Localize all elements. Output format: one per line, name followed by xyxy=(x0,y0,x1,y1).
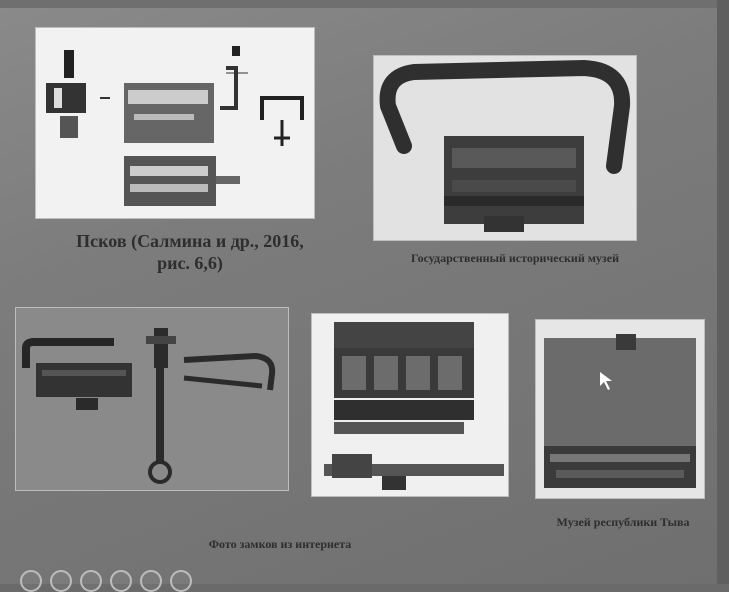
top-edge xyxy=(0,0,729,8)
pen-icon[interactable] xyxy=(80,570,102,592)
tuva-caption: Музей республики Тыва xyxy=(556,515,690,529)
right-edge xyxy=(717,0,729,584)
pskov-lock-drawing xyxy=(36,28,314,218)
internet-decorated-lock-photo xyxy=(312,314,508,496)
forward-icon[interactable] xyxy=(50,570,72,592)
back-icon[interactable] xyxy=(20,570,42,592)
internet-caption: Фото замков из интернета xyxy=(208,537,352,551)
pskov-caption: Псков (Салмина и др., 2016, рис. 6,6) xyxy=(76,231,304,273)
museum-padlock-photo xyxy=(374,56,636,240)
zoom-icon[interactable] xyxy=(140,570,162,592)
menu-icon[interactable] xyxy=(110,570,132,592)
more-icon[interactable] xyxy=(170,570,192,592)
presentation-controls xyxy=(0,566,729,584)
internet-lock-parts-photo xyxy=(16,308,288,490)
museum-caption: Государственный исторический музей xyxy=(411,251,619,265)
tuva-museum-lock-photo xyxy=(536,320,704,498)
